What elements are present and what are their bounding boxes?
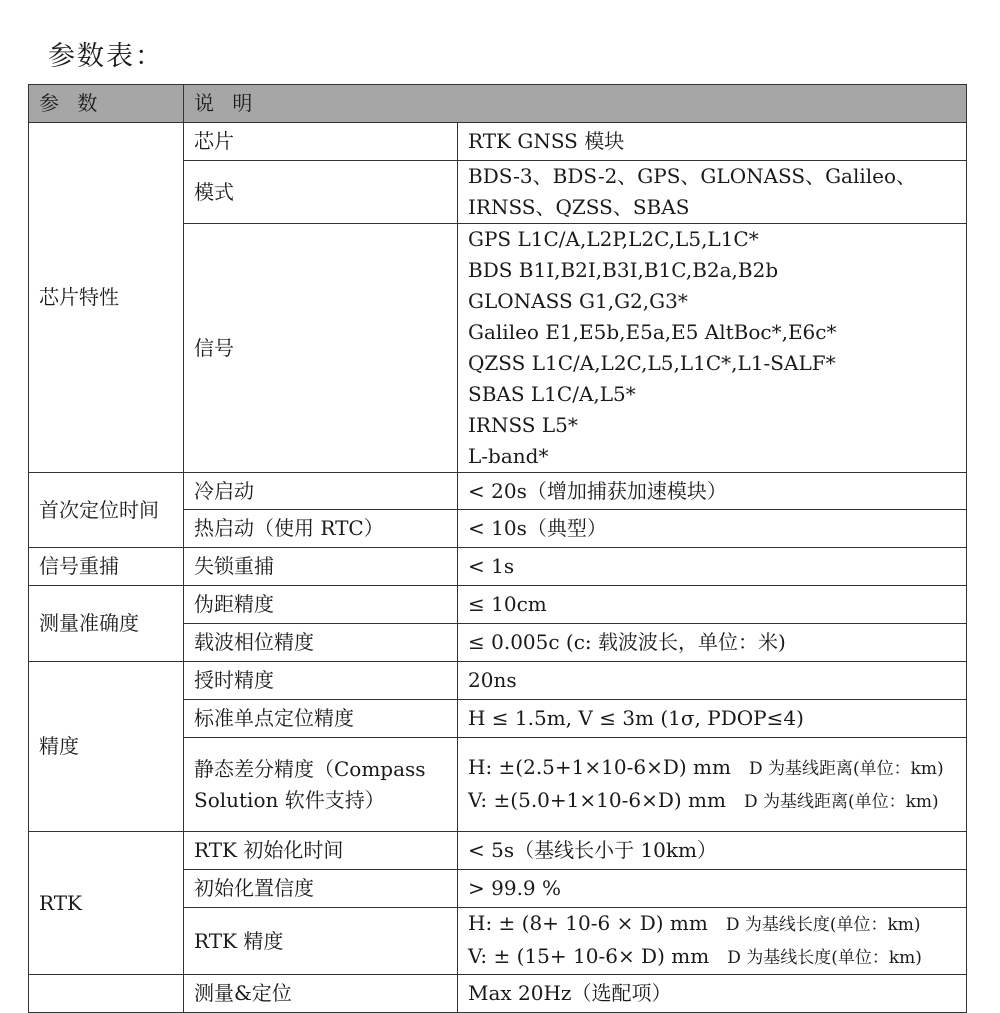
signal-label: 信号	[184, 224, 458, 473]
rate-value: Max 20Hz（选配项）	[458, 975, 967, 1013]
timing-label: 授时精度	[184, 662, 458, 700]
cold-label: 冷启动	[184, 473, 458, 510]
static-h-line	[468, 752, 956, 785]
rtk-acc-label: RTK 精度	[184, 908, 458, 975]
mode-label: 模式	[184, 161, 458, 224]
pseudo-value: ≤ 10cm	[458, 586, 967, 624]
rtk-acc-value	[458, 908, 967, 975]
carrier-value: ≤ 0.005c (c: 载波波长，单位：米)	[458, 624, 967, 662]
group-rate	[29, 975, 184, 1013]
signal-line: QZSS L1C/A,L2C,L5,L1C*,L1-SALF*	[468, 351, 836, 375]
signal-line: BDS B1I,B2I,B3I,B1C,B2a,B2b	[468, 258, 779, 282]
table-row	[29, 548, 967, 586]
carrier-label: 载波相位精度	[184, 624, 458, 662]
rtk-acc-h: H: ± (8+ 10-6 × D) mm	[468, 911, 708, 935]
group-reacq: 信号重捕	[29, 548, 184, 586]
rtk-acc-v-note: D 为基线长度(单位：km)	[727, 948, 922, 968]
static-h: H: ±(2.5+1×10-6×D) mm	[468, 754, 731, 779]
group-first-fix: 首次定位时间	[29, 473, 184, 548]
parameter-table	[28, 84, 967, 1013]
table-row	[29, 473, 967, 510]
page-title: 参数表：	[48, 41, 164, 72]
pseudo-label: 伪距精度	[184, 586, 458, 624]
group-chip: 芯片特性	[29, 123, 184, 473]
static-v-note: D 为基线距离(单位：km)	[743, 791, 939, 812]
static-label: 静态差分精度（Compass Solution 软件支持）	[184, 738, 458, 832]
spp-label: 标准单点定位精度	[184, 700, 458, 738]
hot-label: 热启动（使用 RTC）	[184, 510, 458, 548]
rtk-acc-h-line	[468, 908, 956, 941]
group-accuracy: 精度	[29, 662, 184, 832]
header-desc: 说 明	[184, 85, 967, 123]
rate-label: 测量&定位	[184, 975, 458, 1013]
table-header-row	[29, 85, 967, 123]
signal-value	[458, 224, 967, 473]
rtk-acc-h-note: D 为基线长度(单位：km)	[725, 915, 921, 935]
table-row	[29, 586, 967, 624]
static-v-line	[468, 785, 956, 818]
timing-value: 20ns	[458, 662, 967, 700]
static-v: V: ±(5.0+1×10-6×D) mm	[468, 787, 726, 812]
mode-value	[458, 161, 967, 224]
table-row	[29, 662, 967, 700]
signal-line: GPS L1C/A,L2P,L2C,L5,L1C*	[468, 227, 759, 251]
signal-line: L-band*	[468, 444, 549, 468]
static-h-note: D 为基线距离(单位：km)	[748, 758, 944, 779]
mode-line: BDS-3、BDS-2、GPS、GLONASS、Galileo、	[468, 164, 917, 188]
chip-value: RTK GNSS 模块	[458, 123, 967, 161]
rtk-acc-v: V: ± (15+ 10-6× D) mm	[468, 944, 710, 968]
spp-value: H ≤ 1.5m, V ≤ 3m (1σ, PDOP≤4)	[458, 700, 967, 738]
rtk-init-value: < 5s（基线长小于 10km）	[458, 832, 967, 870]
group-measure: 测量准确度	[29, 586, 184, 662]
chip-label: 芯片	[184, 123, 458, 161]
group-rtk: RTK	[29, 832, 184, 975]
cold-value: < 20s（增加捕获加速模块）	[458, 473, 967, 510]
signal-line: IRNSS L5*	[468, 413, 578, 437]
table-row	[29, 123, 967, 161]
signal-line: GLONASS G1,G2,G3*	[468, 289, 688, 313]
signal-line: SBAS L1C/A,L5*	[468, 382, 636, 406]
static-value	[458, 738, 967, 832]
table-row	[29, 975, 967, 1013]
table-row	[29, 832, 967, 870]
rtk-conf-value: > 99.9 %	[458, 870, 967, 908]
reacq-label: 失锁重捕	[184, 548, 458, 586]
header-param: 参 数	[29, 85, 184, 123]
signal-line: Galileo E1,E5b,E5a,E5 AltBoc*,E6c*	[468, 320, 837, 344]
reacq-value: < 1s	[458, 548, 967, 586]
hot-value: < 10s（典型）	[458, 510, 967, 548]
mode-line: IRNSS、QZSS、SBAS	[468, 195, 690, 219]
rtk-init-label: RTK 初始化时间	[184, 832, 458, 870]
rtk-acc-v-line	[468, 941, 956, 974]
rtk-conf-label: 初始化置信度	[184, 870, 458, 908]
